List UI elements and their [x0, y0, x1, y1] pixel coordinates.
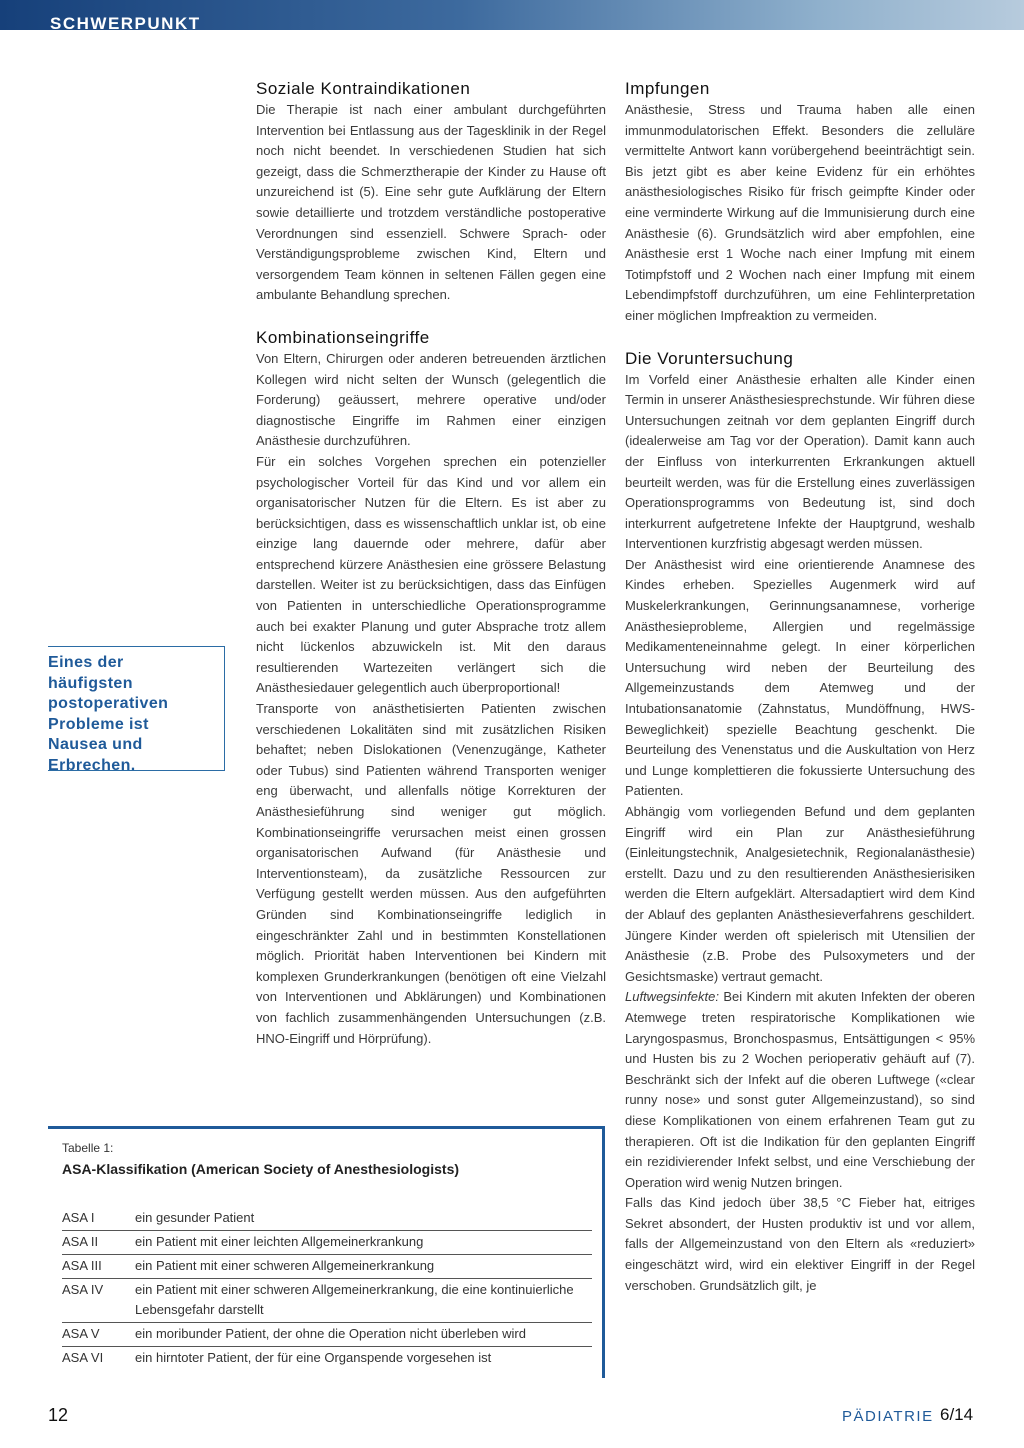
table-row: [62, 1231, 592, 1255]
table-cell-class: ASA IV: [62, 1279, 135, 1323]
pull-quote-text: Eines der häufigsten postoperativen Probleme ist Nausea und Erbrechen.: [48, 654, 169, 774]
table-cell-description: ein gesunder Patient: [135, 1210, 255, 1225]
table-row: [62, 1255, 592, 1279]
journal-logo: PÄDIATRIE: [842, 1408, 934, 1425]
paragraph: Für ein solches Vorgehen sprechen ein potenzieller psychologischer Vorteil für das Kind und vor allem ein organisatorischer Nutzen für die Eltern. Es ist aber zu berücksichtigen, dass es wissenschaftlich unklar ist, ob eine einzige lang dauernde oder mehrere, dafür aber entsprechend kürzere Anästhesien eine grössere Belastung darstellen. Weiter ist zu berücksichtigen, dass das Einfügen von Patienten in unterschiedliche Operationsprogramme auch bei exakter Planung und guter Absprache trotz allem nicht lückenlos abzuwickeln ist. Mit den daraus resultierenden Wartezeiten verlängert sich die Anästhesiedauer gelegentlich auch überproportional!: [256, 453, 606, 696]
paragraph: [625, 987, 975, 1193]
table-row: [62, 1279, 592, 1323]
heading-die-voruntersuchung: Die Voruntersuchung: [625, 348, 794, 368]
pull-quote: [48, 646, 225, 774]
heading-kombinationseingriffe: Kombinationseingriffe: [256, 327, 430, 347]
paragraph-text: Bei Kindern mit akuten Infekten der oberen Atemwege treten respiratorische Komplikationen wie Laryngospasmus, Bronchospasmus, Entsättigungen < 95% und Husten bis zu 2 Wochen perioperativ gehäuft auf (7). Beschränkt sich der Infekt auf die oberen Luftwege («clear runny nose» und sonst guter Allgemeinzustand), so sind diese Komplikationen von einem erfahrenen Team gut zu therapieren. Oft ist die Indikation für den geplanten Eingriff ein rezidivierender Infekt selbst, und eine Verschiebung der Operation wird wenig Nutzen bringen.: [625, 989, 975, 1190]
table-cell-class: ASA III: [62, 1255, 135, 1279]
table-cell-description: ein Patient mit einer schweren Allgemeinerkrankung: [135, 1255, 592, 1279]
paragraph: Die Therapie ist nach einer ambulant durchgeführten Intervention bei Entlassung aus der Tagesklinik in der Regel noch nicht beendet. In verschiedenen Studien hat sich gezeigt, dass die Schmerztherapie der Kinder zu Hause oft unzureichend ist (5). Eine sehr gute Aufklärung der Eltern sowie detaillierte und trotzdem verständliche postoperative Verordnungen sind essenziell. Schwere Sprach- oder Verständigungsprobleme zwischen Kind, Eltern und versorgendem Team können in seltenen Fällen gegen eine ambulante Behandlung sprechen.: [256, 102, 606, 303]
heading-soziale-kontraindikationen: Soziale Kontraindikationen: [256, 79, 471, 98]
paragraph: Von Eltern, Chirurgen oder anderen betreuenden ärztlichen Kollegen wird nicht selten der Wunsch (gelegentlich die Forderung) geäussert, mehrere operative und/oder diagnostische Eingriffe im Rahmen einer einzigen Anästhesie durchzuführen.: [256, 350, 606, 449]
right-column: [625, 78, 975, 1296]
table-cell-description: ein moribunder Patient, der ohne die Operation nicht überleben wird: [135, 1323, 592, 1347]
issue-number: 6/14: [940, 1405, 974, 1424]
inline-label: Luftwegsinfekte:: [625, 989, 719, 1005]
table-row: [62, 1207, 592, 1231]
section-label: SCHWERPUNKT: [50, 14, 201, 33]
paragraph: Der Anästhesist wird eine orientierende Anamnese des Kindes erheben. Spezielles Augenmerk wird auf Muskelerkrankungen, Gerinnungsanamnese, vorherige Anästhesieprobleme, Allergien und regelmässige Medikamenteneinnahme gelegt. In einer körperlichen Untersuchung wird neben der Beurteilung des Allgemeinzustands dem Atemweg und der Intubationsanatomie (Zahnstatus, Mundöffnung, HWS-Beweglichkeit) spezielle Beachtung geschenkt. Die Beurteilung des Venenstatus und die Auskultation von Herz und Lunge komplettieren die fokussierte Untersuchung des Patienten.: [625, 556, 975, 799]
middle-column: [256, 78, 606, 1049]
asa-table: [62, 1207, 592, 1370]
table-cell-description: ein hirntoter Patient, der für eine Organspende vorgesehen ist: [135, 1347, 592, 1371]
paragraph: Falls das Kind jedoch über 38,5 °C Fieber hat, eitriges Sekret absondert, der Husten produktiv ist und vor allem, falls der Allgemeinzustand von den Eltern als «reduziert» eingeschätzt wird, wird ein elektiver Eingriff in der Regel verschoben. Grundsätzlich gilt, je: [625, 1195, 975, 1293]
table-caption: Tabelle 1:: [62, 1141, 114, 1155]
table-cell-class: ASA VI: [62, 1347, 135, 1371]
table-cell-description: ein Patient mit einer leichten Allgemeinerkrankung: [135, 1231, 592, 1255]
paragraph: Transporte von anästhetisierten Patienten zwischen verschiedenen Lokalitäten sind mit zusätzlichen Risiken behaftet; neben Dislokationen (Venenzugänge, Katheter oder Tubus) sind Patienten während Transporten weniger eng überwacht, und allenfalls nötige Korrekturen der Anästhesieführung sind weniger gut möglich. Kombinationseingriffe verursachen meist einen grossen organisatorischen Aufwand (für Anästhesie und Interventionsteam), da zusätzliche Ressourcen zur Verfügung gestellt werden müssen. Aus den aufgeführten Gründen sind Kombinationseingriffe lediglich in eingeschränkter Zahl und in bestimmten Konstellationen möglich. Priorität haben Interventionen bei Kindern mit komplexen Grunderkrankungen (benötigen oft eine Vielzahl von Interventionen und Abklärungen) und Kombinationen von fachlich zusammenhängenden Untersuchungen (z.B. HNO-Eingriff und Hörprüfung).: [256, 701, 606, 1046]
table-cell-class: ASA V: [62, 1323, 135, 1347]
table-row: [62, 1323, 592, 1347]
heading-impfungen: Impfungen: [625, 79, 710, 98]
paragraph: Anästhesie, Stress und Trauma haben alle einen immunmodulatorischen Effekt. Besonders die zelluläre vermittelte Antwort kann vorübergehend beeinträchtigt sein. Bis jetzt gibt es aber keine Evidenz für ein erhöhtes anästhesiologisches Risiko für frisch geimpfte Kinder oder eine verminderte Wirkung auf die Immunisierung durch eine Anästhesie (6). Grundsätzlich wird aber empfohlen, eine Anästhesie erst 1 Woche nach einer Impfung mit einem Totimpfstoff und 2 Wochen nach einer Impfung mit einem Lebendimpfstoff durchzuführen, um eine Fehlinterpretation einer möglichen Impfreaktion zu vermeiden.: [625, 102, 975, 323]
table-cell-class: ASA I: [62, 1210, 95, 1225]
asa-table-box: [48, 1126, 605, 1378]
table-cell-description: ein Patient mit einer schweren Allgemeinerkrankung, die eine kontinuierliche Lebensgefahr darstellt: [135, 1279, 592, 1323]
table-row: [62, 1347, 592, 1371]
table-title: ASA-Klassifikation (American Society of Anesthesiologists): [62, 1161, 460, 1177]
page-number: 12: [48, 1405, 69, 1425]
paragraph: Abhängig vom vorliegenden Befund und dem geplanten Eingriff wird ein Plan zur Anästhesieführung (Einleitungstechnik, Analgesietechnik, Regionalanästhesie) erstellt. Dazu und zu den resultierenden Anästhesierisiken werden die Eltern aufgeklärt. Altersadaptiert wird dem Kind der Ablauf des geplanten Anästhesieverfahrens geschildert. Jüngere Kinder werden oft spielerisch mit Utensilien der Anästhesie (z.B. Probe des Pulsoxymeters und der Gesichtsmaske) vertraut gemacht.: [625, 804, 975, 984]
paragraph: Im Vorfeld einer Anästhesie erhalten alle Kinder einen Termin in unserer Anästhesiesprechstunde. Wir führen diese Untersuchungen zeitnah vor dem geplanten Eingriff durch (idealerweise am Tag vor der Operation). Damit kann auch der Einfluss von interkurrenten Erkrankungen aktuell beurteilt werden, was für die Erstellung eines zuverlässigen Operationsprogramms von Bedeutung ist, sind doch interkurrent aufgetretene Infekte der Hauptgrund, weshalb Interventionen kurzfristig abgesagt werden müssen.: [625, 371, 975, 552]
table-cell-class: ASA II: [62, 1231, 135, 1255]
